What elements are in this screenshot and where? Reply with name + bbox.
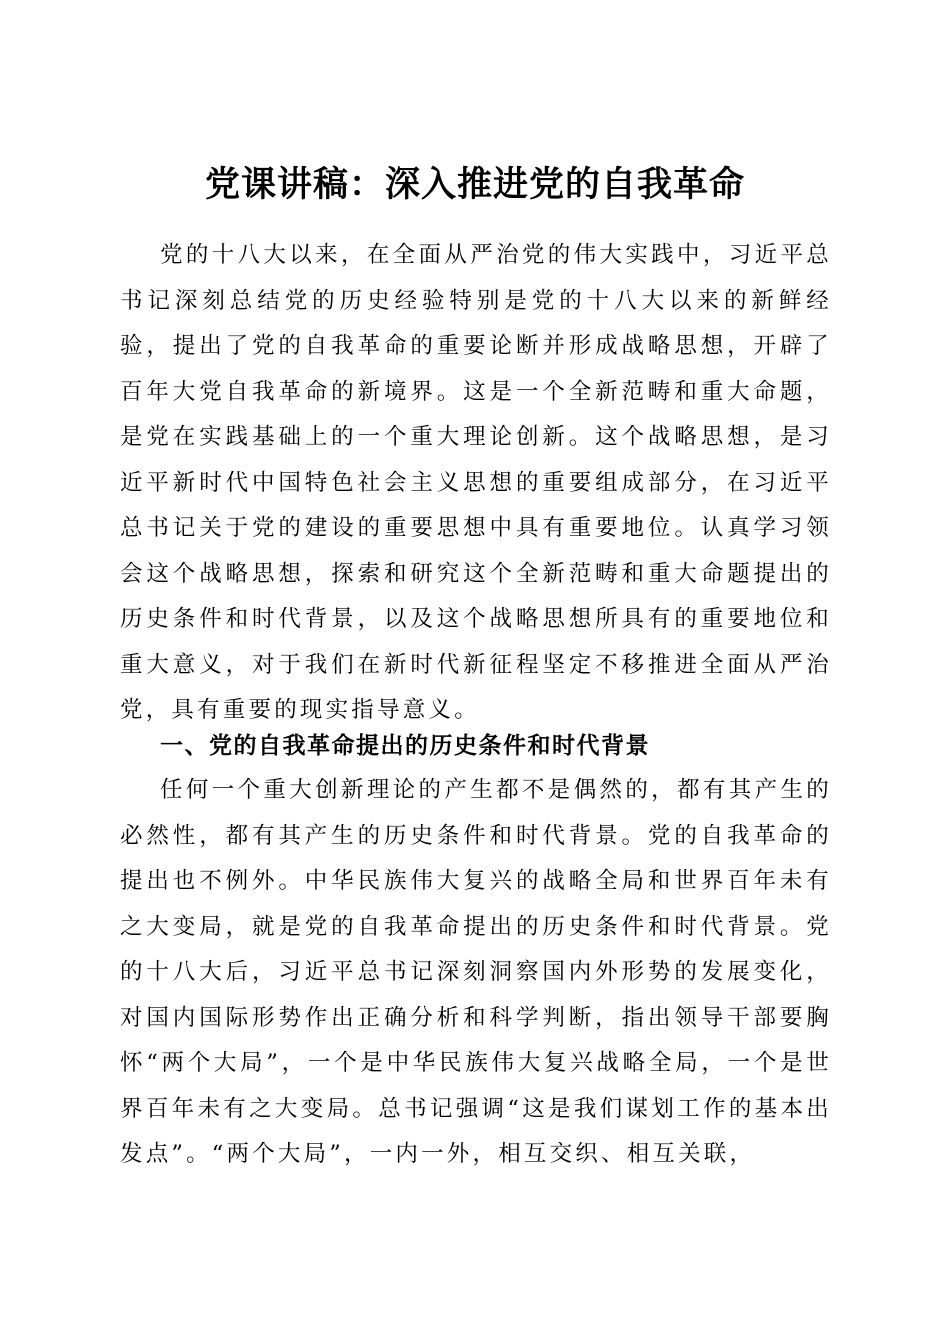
section-paragraph: 任何一个重大创新理论的产生都不是偶然的，都有其产生的必然性，都有其产生的历史条件和时代背景。党的自我革命的提出也不例外。中华民族伟大复兴的战略全局和世界百年未有之大变局，就是党的自我革命提出的历史条件和时代背景。党的十八大后，习近平总书记深刻洞察国内外形势的发展变化，对国内国际形势作出正确分析和科学判断，指出领导干部要胸怀“两个大局”，一个是中华民族伟大复兴战略全局，一个是世界百年未有之大变局。总书记强调“这是我们谋划工作的基本出发点”。“两个大局”，一内一外，相互交织、相互关联， bbox=[120, 777, 832, 1167]
intro-paragraph: 党的十八大以来，在全面从严治党的伟大实践中，习近平总书记深刻总结党的历史经验特别是党的十八大以来的新鲜经验，提出了党的自我革命的重要论断并形成战略思想，开辟了百年大党自我革命的新境界。这是一个全新范畴和重大命题，是党在实践基础上的一个重大理论创新。这个战略思想，是习近平新时代中国特色社会主义思想的重要组成部分，在习近平总书记关于党的建设的重要思想中具有重要地位。认真学习领会这个战略思想，探索和研究这个全新范畴和重大命题提出的历史条件和时代背景，以及这个战略思想所具有的重要地位和重大意义，对于我们在新时代新征程坚定不移推进全面从严治党，具有重要的现实指导意义。 bbox=[120, 242, 832, 723]
section-heading: 一、党的自我革命提出的历史条件和时代背景 bbox=[160, 733, 650, 759]
document-title: 党课讲稿：深入推进党的自我革命 bbox=[204, 164, 745, 206]
